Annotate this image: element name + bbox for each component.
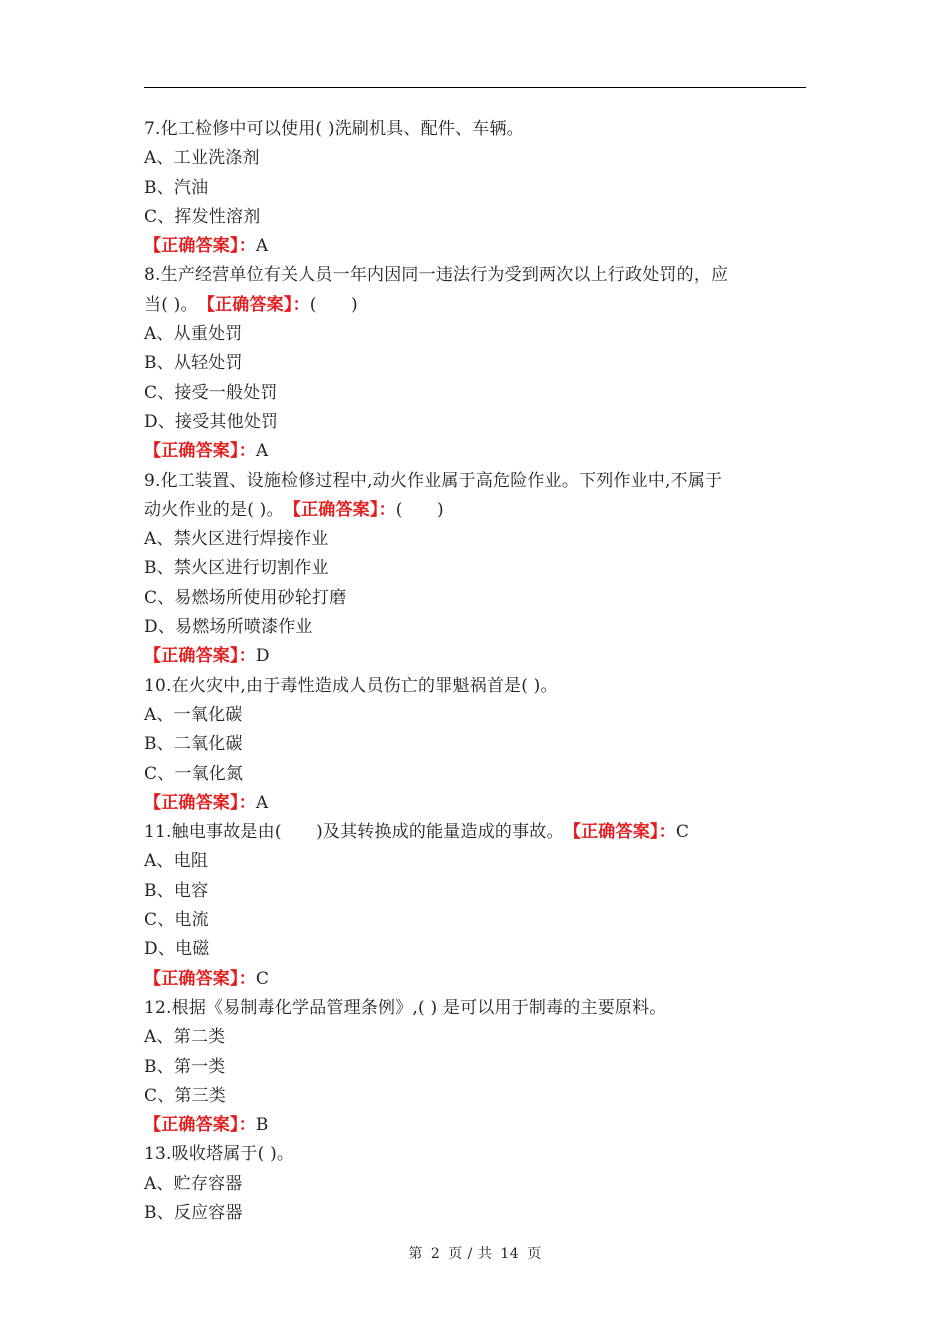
line-text: A、工业洗涤剂 (144, 148, 260, 169)
question-line (144, 847, 806, 876)
question-line (144, 701, 806, 730)
question-line (144, 1023, 806, 1052)
question-block (144, 818, 806, 994)
question-line (144, 613, 806, 642)
line-text: 9.化工装置、设施检修过程中,动火作业属于高危险作业。下列作业中,不属于 (144, 470, 723, 491)
line-text: 7.化工检修中可以使用( )洗刷机具、配件、车辆。 (144, 119, 524, 139)
question-line (144, 730, 806, 759)
answer-value: A (255, 236, 269, 257)
line-text: 12.根据《易制毒化学品管理条例》,( ) 是可以用于制毒的主要原料。 (144, 997, 667, 1018)
line-text: B、禁火区进行切割作业 (144, 558, 329, 579)
answer-line (144, 1111, 806, 1140)
inline-answer-label: 【正确答案】： (275, 499, 396, 520)
header-rule (144, 87, 806, 88)
line-text: C、易燃场所使用砂轮打磨 (144, 587, 347, 608)
line-text: 当( )。 (144, 294, 190, 315)
footer-suffix: 页 (527, 1246, 542, 1262)
answer-label: 【正确答案】： (144, 441, 256, 462)
question-line (144, 1199, 806, 1228)
answer-line (144, 232, 806, 261)
question-text (144, 261, 806, 290)
answer-line (144, 437, 806, 466)
line-text: A、一氧化碳 (144, 704, 243, 725)
question-block (144, 672, 806, 818)
footer-prefix: 第 (408, 1246, 423, 1262)
inline-answer-value: ( ) (309, 294, 358, 315)
question-line (144, 174, 806, 203)
inline-answer-value: C (675, 822, 690, 843)
question-block (144, 467, 806, 672)
answer-value: D (255, 646, 270, 667)
inline-answer-label: 【正确答案】： (189, 294, 310, 315)
line-text: B、反应容器 (144, 1202, 243, 1223)
question-line (144, 291, 806, 320)
line-text: C、接受一般处罚 (144, 382, 278, 403)
answer-label: 【正确答案】： (144, 968, 256, 989)
question-block (144, 115, 806, 261)
question-text (144, 115, 806, 144)
question-line (144, 935, 806, 964)
line-text: D、易燃场所喷漆作业 (144, 617, 313, 638)
page-footer (0, 1243, 950, 1263)
footer-total-pages: 14 (500, 1246, 520, 1262)
line-text: 8.生产经营单位有关人员一年内因同一违法行为受到两次以上行政处罚的，应 (144, 265, 729, 286)
line-text: C、一氧化氮 (144, 763, 244, 784)
question-block (144, 1140, 806, 1228)
question-text (144, 994, 806, 1023)
line-text: A、电阻 (144, 851, 209, 872)
question-line (144, 877, 806, 906)
answer-line (144, 965, 806, 994)
question-line (144, 584, 806, 613)
answer-line (144, 642, 806, 671)
line-text: B、第一类 (144, 1056, 226, 1077)
question-line (144, 349, 806, 378)
question-line (144, 1170, 806, 1199)
line-text: D、电磁 (144, 939, 210, 960)
answer-label: 【正确答案】： (144, 1115, 256, 1136)
question-line (144, 1053, 806, 1082)
question-block (144, 994, 806, 1140)
line-text: B、汽油 (144, 177, 209, 198)
question-line (144, 760, 806, 789)
line-text: B、二氧化碳 (144, 734, 243, 755)
question-text (144, 467, 806, 496)
answer-label: 【正确答案】： (144, 646, 256, 667)
question-text (144, 818, 806, 847)
line-text: 11.触电事故是由( )及其转换成的能量造成的事故。 (144, 822, 556, 843)
question-line (144, 203, 806, 232)
answer-value: B (255, 1115, 269, 1136)
line-text: 13.吸收塔属于( )。 (144, 1144, 295, 1165)
answer-value: C (255, 968, 270, 989)
line-text: A、从重处罚 (144, 324, 243, 345)
inline-answer-value: ( ) (395, 499, 444, 520)
question-block (144, 261, 806, 466)
answer-line (144, 789, 806, 818)
question-line (144, 906, 806, 935)
line-text: D、接受其他处罚 (144, 411, 279, 432)
inline-answer-label: 【正确答案】： (555, 822, 676, 843)
answer-value: A (255, 792, 269, 813)
line-text: C、电流 (144, 910, 209, 931)
line-text: 动火作业的是( )。 (144, 499, 276, 520)
answer-label: 【正确答案】： (144, 236, 256, 257)
question-line (144, 554, 806, 583)
line-text: C、挥发性溶剂 (144, 206, 261, 227)
footer-middle: 页 / 共 (448, 1246, 493, 1262)
footer-page-number: 2 (430, 1246, 441, 1262)
question-list (144, 115, 806, 1228)
question-line (144, 496, 806, 525)
question-line (144, 320, 806, 349)
line-text: A、第二类 (144, 1027, 226, 1048)
question-line (144, 408, 806, 437)
line-text: B、电容 (144, 880, 209, 901)
question-line (144, 1082, 806, 1111)
line-text: B、从轻处罚 (144, 353, 243, 374)
question-text (144, 672, 806, 701)
line-text: A、贮存容器 (144, 1173, 243, 1194)
question-line (144, 144, 806, 173)
answer-value: A (255, 441, 269, 462)
question-line (144, 379, 806, 408)
line-text: C、第三类 (144, 1085, 227, 1106)
question-line (144, 525, 806, 554)
question-text (144, 1140, 806, 1169)
line-text: 10.在火灾中,由于毒性造成人员伤亡的罪魁祸首是( )。 (144, 675, 558, 696)
answer-label: 【正确答案】： (144, 792, 256, 813)
line-text: A、禁火区进行焊接作业 (144, 529, 329, 550)
